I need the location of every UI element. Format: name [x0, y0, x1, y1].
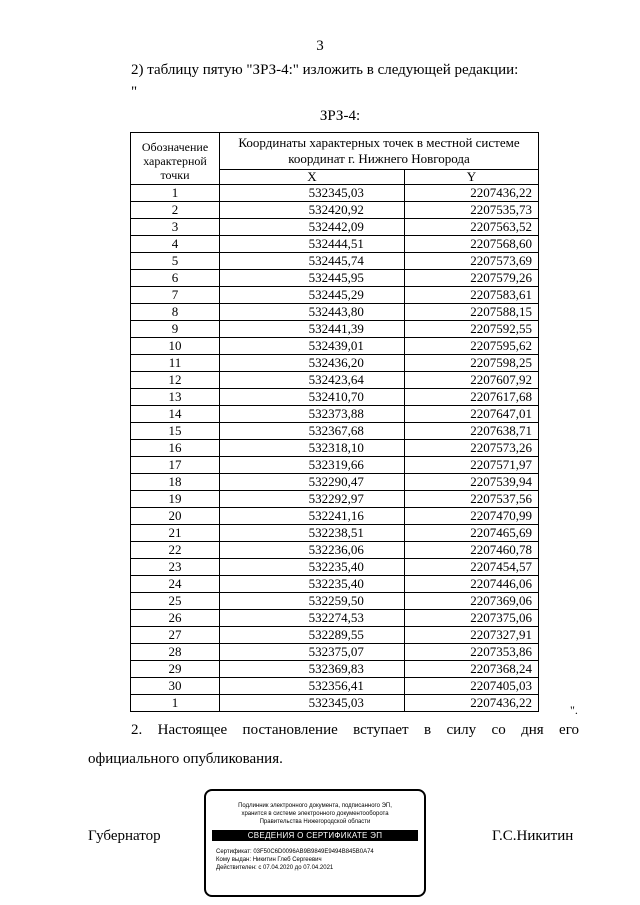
- coordinates-table: [130, 132, 539, 712]
- x-coordinate-cell: 532444,51: [220, 236, 405, 253]
- issued-label: Кому выдан:: [216, 857, 252, 863]
- y-coordinate-cell: 2207579,26: [404, 270, 538, 287]
- stamp-notice-line: Правительства Нижегородской области: [259, 819, 371, 825]
- header-y: Y: [404, 170, 538, 185]
- table-row: [131, 593, 539, 610]
- x-coordinate-cell: 532274,53: [220, 610, 405, 627]
- point-number-cell: 28: [131, 644, 220, 661]
- y-coordinate-cell: 2207454,57: [404, 559, 538, 576]
- x-coordinate-cell: 532445,29: [220, 287, 405, 304]
- issued-value: Никитин Глеб Сергеевич: [252, 857, 322, 863]
- y-coordinate-cell: 2207638,71: [404, 423, 538, 440]
- table-row: [131, 321, 539, 338]
- stamp-notice-line: хранится в системе электронного документооборота: [241, 811, 389, 817]
- table-row: [131, 661, 539, 678]
- x-coordinate-cell: 532375,07: [220, 644, 405, 661]
- x-coordinate-cell: 532241,16: [220, 508, 405, 525]
- y-coordinate-cell: 2207446,06: [404, 576, 538, 593]
- signature-name: Г.С.Никитин: [492, 828, 574, 844]
- point-number-cell: 8: [131, 304, 220, 321]
- y-coordinate-cell: 2207535,73: [404, 202, 538, 219]
- y-coordinate-cell: 2207368,24: [404, 661, 538, 678]
- table-row: [131, 372, 539, 389]
- point-number-cell: 11: [131, 355, 220, 372]
- valid-value: с 07.04.2020 до 07.04.2021: [258, 865, 334, 871]
- y-coordinate-cell: 2207647,01: [404, 406, 538, 423]
- point-number-cell: 7: [131, 287, 220, 304]
- quote-close: ".: [570, 703, 578, 717]
- table-row: [131, 644, 539, 661]
- y-coordinate-cell: 2207588,15: [404, 304, 538, 321]
- paragraph-line-1: 2. Настоящее постановление вступает в силу со дня его: [131, 722, 579, 738]
- signature-title: Губернатор: [88, 828, 161, 844]
- x-coordinate-cell: 532373,88: [220, 406, 405, 423]
- x-coordinate-cell: 532345,03: [220, 185, 405, 202]
- table-row: [131, 525, 539, 542]
- y-coordinate-cell: 2207573,69: [404, 253, 538, 270]
- point-number-cell: 12: [131, 372, 220, 389]
- x-coordinate-cell: 532436,20: [220, 355, 405, 372]
- x-coordinate-cell: 532441,39: [220, 321, 405, 338]
- x-coordinate-cell: 532289,55: [220, 627, 405, 644]
- x-coordinate-cell: 532367,68: [220, 423, 405, 440]
- table-row: [131, 678, 539, 695]
- table-row: [131, 202, 539, 219]
- y-coordinate-cell: 2207465,69: [404, 525, 538, 542]
- table-row: [131, 508, 539, 525]
- point-number-cell: 9: [131, 321, 220, 338]
- x-coordinate-cell: 532410,70: [220, 389, 405, 406]
- x-coordinate-cell: 532236,06: [220, 542, 405, 559]
- y-coordinate-cell: 2207327,91: [404, 627, 538, 644]
- point-number-cell: 6: [131, 270, 220, 287]
- y-coordinate-cell: 2207571,97: [404, 457, 538, 474]
- table-row: [131, 389, 539, 406]
- y-coordinate-cell: 2207436,22: [404, 695, 538, 712]
- x-coordinate-cell: 532290,47: [220, 474, 405, 491]
- paragraph-line-2: официального опубликования.: [88, 751, 283, 767]
- y-coordinate-cell: 2207405,03: [404, 678, 538, 695]
- table-row: [131, 253, 539, 270]
- point-number-cell: 1: [131, 695, 220, 712]
- table-row: [131, 423, 539, 440]
- table-row: [131, 576, 539, 593]
- y-coordinate-cell: 2207353,86: [404, 644, 538, 661]
- table-row: [131, 219, 539, 236]
- cert-label: Сертификат:: [216, 849, 252, 855]
- x-coordinate-cell: 532443,80: [220, 304, 405, 321]
- stamp-notice: [206, 802, 424, 826]
- point-number-cell: 29: [131, 661, 220, 678]
- y-coordinate-cell: 2207563,52: [404, 219, 538, 236]
- e-signature-stamp: [204, 789, 426, 897]
- point-number-cell: 19: [131, 491, 220, 508]
- table-row: [131, 474, 539, 491]
- x-coordinate-cell: 532292,97: [220, 491, 405, 508]
- point-number-cell: 15: [131, 423, 220, 440]
- y-coordinate-cell: 2207573,26: [404, 440, 538, 457]
- point-number-cell: 1: [131, 185, 220, 202]
- stamp-notice-line: Подлинник электронного документа, подписанного ЭП,: [238, 803, 392, 809]
- table-row: [131, 559, 539, 576]
- stamp-details: [216, 848, 424, 872]
- table-row: [131, 287, 539, 304]
- table-row: [131, 457, 539, 474]
- point-number-cell: 25: [131, 593, 220, 610]
- header-point-line: характерной: [143, 154, 207, 168]
- y-coordinate-cell: 2207568,60: [404, 236, 538, 253]
- header-coordinates-label: [220, 133, 539, 170]
- x-coordinate-cell: 532439,01: [220, 338, 405, 355]
- x-coordinate-cell: 532420,92: [220, 202, 405, 219]
- table-row: [131, 491, 539, 508]
- y-coordinate-cell: 2207375,06: [404, 610, 538, 627]
- point-number-cell: 10: [131, 338, 220, 355]
- table-row: [131, 304, 539, 321]
- y-coordinate-cell: 2207592,55: [404, 321, 538, 338]
- table-row: [131, 406, 539, 423]
- header-point-label: [131, 133, 220, 185]
- x-coordinate-cell: 532369,83: [220, 661, 405, 678]
- y-coordinate-cell: 2207460,78: [404, 542, 538, 559]
- point-number-cell: 22: [131, 542, 220, 559]
- point-number-cell: 18: [131, 474, 220, 491]
- x-coordinate-cell: 532259,50: [220, 593, 405, 610]
- header-point-line: Обозначение: [141, 140, 209, 154]
- table-row: [131, 695, 539, 712]
- stamp-banner: СВЕДЕНИЯ О СЕРТИФИКАТЕ ЭП: [212, 830, 418, 841]
- y-coordinate-cell: 2207436,22: [404, 185, 538, 202]
- point-number-cell: 21: [131, 525, 220, 542]
- x-coordinate-cell: 532356,41: [220, 678, 405, 695]
- table-row: [131, 542, 539, 559]
- point-number-cell: 3: [131, 219, 220, 236]
- cert-value: 03F50C6D0096AB9B9849E9494B845B0A74: [253, 849, 374, 855]
- y-coordinate-cell: 2207583,61: [404, 287, 538, 304]
- table-row: [131, 270, 539, 287]
- table-title: ЗРЗ-4:: [319, 108, 361, 124]
- y-coordinate-cell: 2207607,92: [404, 372, 538, 389]
- point-number-cell: 20: [131, 508, 220, 525]
- x-coordinate-cell: 532423,64: [220, 372, 405, 389]
- y-coordinate-cell: 2207595,62: [404, 338, 538, 355]
- table-row: [131, 627, 539, 644]
- x-coordinate-cell: 532235,40: [220, 559, 405, 576]
- x-coordinate-cell: 532345,03: [220, 695, 405, 712]
- table-row: [131, 355, 539, 372]
- y-coordinate-cell: 2207539,94: [404, 474, 538, 491]
- point-number-cell: 13: [131, 389, 220, 406]
- intro-text: 2) таблицу пятую "ЗРЗ-4:" изложить в следующей редакции:: [131, 62, 519, 78]
- point-number-cell: 27: [131, 627, 220, 644]
- table-row: [131, 440, 539, 457]
- header-coords-line: Координаты характерных точек в местной системе: [238, 135, 520, 150]
- x-coordinate-cell: 532238,51: [220, 525, 405, 542]
- point-number-cell: 2: [131, 202, 220, 219]
- table-row: [131, 185, 539, 202]
- y-coordinate-cell: 2207537,56: [404, 491, 538, 508]
- header-coords-line: координат г. Нижнего Новгорода: [288, 151, 470, 166]
- x-coordinate-cell: 532445,95: [220, 270, 405, 287]
- table-row: [131, 236, 539, 253]
- valid-label: Действителен:: [216, 865, 257, 871]
- point-number-cell: 24: [131, 576, 220, 593]
- page-number: 3: [316, 38, 324, 54]
- x-coordinate-cell: 532445,74: [220, 253, 405, 270]
- point-number-cell: 23: [131, 559, 220, 576]
- x-coordinate-cell: 532318,10: [220, 440, 405, 457]
- header-x: X: [220, 170, 405, 185]
- point-number-cell: 14: [131, 406, 220, 423]
- x-coordinate-cell: 532235,40: [220, 576, 405, 593]
- point-number-cell: 16: [131, 440, 220, 457]
- y-coordinate-cell: 2207369,06: [404, 593, 538, 610]
- point-number-cell: 5: [131, 253, 220, 270]
- point-number-cell: 4: [131, 236, 220, 253]
- x-coordinate-cell: 532442,09: [220, 219, 405, 236]
- x-coordinate-cell: 532319,66: [220, 457, 405, 474]
- point-number-cell: 30: [131, 678, 220, 695]
- point-number-cell: 26: [131, 610, 220, 627]
- quote-open: ": [131, 84, 138, 100]
- y-coordinate-cell: 2207598,25: [404, 355, 538, 372]
- point-number-cell: 17: [131, 457, 220, 474]
- y-coordinate-cell: 2207470,99: [404, 508, 538, 525]
- y-coordinate-cell: 2207617,68: [404, 389, 538, 406]
- header-point-line: точки: [160, 168, 190, 182]
- table-row: [131, 338, 539, 355]
- table-row: [131, 610, 539, 627]
